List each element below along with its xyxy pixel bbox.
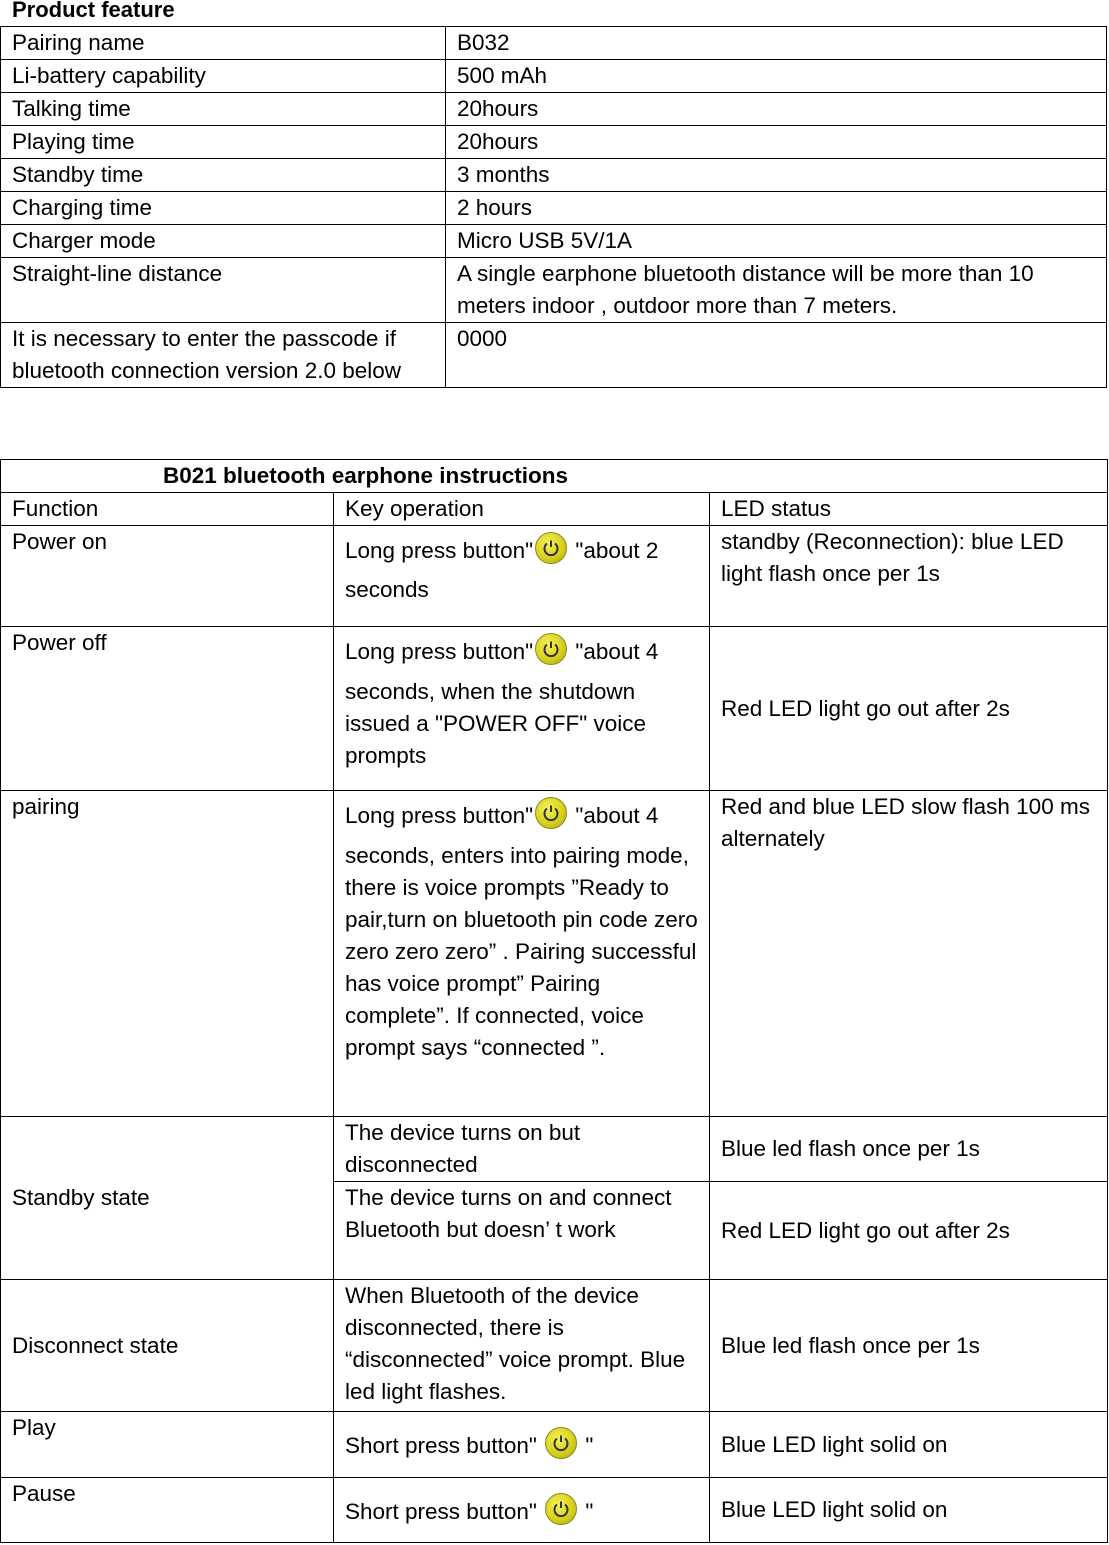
power-button-icon	[535, 633, 567, 665]
table-row	[1, 60, 1107, 93]
power-button-icon	[535, 532, 567, 564]
key-text: Short press button"	[345, 1498, 544, 1524]
key-operation-cell	[334, 1412, 710, 1478]
key-text: seconds, when the shutdown issued a "POWER OFF" voice prompts	[345, 679, 647, 768]
table-row	[1, 627, 1108, 791]
product-feature-table	[0, 26, 1107, 388]
key-text: Long press button"	[345, 803, 534, 828]
led-status-cell: Blue led flash once per 1s	[710, 1280, 1108, 1412]
feature-label: Charger mode	[1, 225, 446, 258]
feature-label: It is necessary to enter the passcode if bluetooth connection version 2.0 below	[1, 323, 446, 388]
instructions-title: B021 bluetooth earphone instructions	[1, 460, 1108, 493]
led-status-cell: Blue LED light solid on	[710, 1478, 1108, 1543]
led-status-cell: Blue LED light solid on	[710, 1412, 1108, 1478]
function-cell: Power on	[1, 526, 334, 627]
led-status-cell: Red LED light go out after 2s	[710, 1182, 1108, 1280]
key-operation-cell: The device turns on but disconnected	[334, 1117, 710, 1182]
key-text: "	[579, 1498, 594, 1524]
table-row	[1, 1280, 1108, 1412]
key-text: seconds, enters into pairing mode, there is voice prompts ”Ready to pair,turn on bluetooth pin code zero zero zero zero” . Pairing successful has voice prompt” Pairing complete”. If connected, voice prompt says “connected ”.	[345, 843, 698, 1060]
product-feature-title: Product feature	[12, 0, 175, 22]
led-status-cell: Blue led flash once per 1s	[710, 1117, 1108, 1182]
table-row	[1, 225, 1107, 258]
led-status-cell: Red and blue LED slow flash 100 ms alternately	[710, 791, 1108, 1117]
key-operation-cell	[334, 1478, 710, 1543]
function-cell: Standby state	[1, 1117, 334, 1280]
led-status-cell: Red LED light go out after 2s	[710, 627, 1108, 791]
table-row	[1, 258, 1107, 323]
key-operation-cell: When Bluetooth of the device disconnected, there is “disconnected” voice prompt. Blue led light flashes.	[334, 1280, 710, 1412]
key-text: Long press button"	[345, 639, 534, 664]
table-row	[1, 93, 1107, 126]
table-row	[1, 1412, 1108, 1478]
instructions-table	[0, 459, 1108, 1543]
column-header-key-operation: Key operation	[334, 493, 710, 526]
table-row	[1, 1117, 1108, 1182]
function-cell: pairing	[1, 791, 334, 1117]
table-row	[1, 192, 1107, 225]
function-cell: Power off	[1, 627, 334, 791]
table-row	[1, 27, 1107, 60]
feature-label: Standby time	[1, 159, 446, 192]
feature-label: Straight-line distance	[1, 258, 446, 323]
feature-label: Talking time	[1, 93, 446, 126]
key-operation-cell	[334, 791, 710, 1117]
key-operation-cell	[334, 627, 710, 791]
feature-label: Li-battery capability	[1, 60, 446, 93]
feature-label: Playing time	[1, 126, 446, 159]
table-row	[1, 159, 1107, 192]
table-header-row	[1, 493, 1108, 526]
table-row	[1, 126, 1107, 159]
key-text: seconds	[345, 577, 429, 602]
table-row	[1, 323, 1107, 388]
table-title-row	[1, 460, 1108, 493]
function-cell: Pause	[1, 1478, 334, 1543]
table-row	[1, 791, 1108, 1117]
power-button-icon	[535, 797, 567, 829]
key-text: "about 4	[569, 639, 659, 664]
feature-value: 20hours	[446, 126, 1107, 159]
feature-value: A single earphone bluetooth distance will be more than 10 meters indoor , outdoor more than 7 meters.	[446, 258, 1107, 323]
feature-label: Pairing name	[1, 27, 446, 60]
key-text: "	[579, 1433, 594, 1458]
feature-value: 2 hours	[446, 192, 1107, 225]
column-header-led-status: LED status	[710, 493, 1108, 526]
feature-label: Charging time	[1, 192, 446, 225]
feature-value: B032	[446, 27, 1107, 60]
column-header-function: Function	[1, 493, 334, 526]
power-button-icon	[545, 1427, 577, 1459]
function-cell: Play	[1, 1412, 334, 1478]
key-operation-cell	[334, 526, 710, 627]
feature-value: 3 months	[446, 159, 1107, 192]
power-button-icon	[545, 1493, 577, 1525]
led-status-cell: standby (Reconnection): blue LED light flash once per 1s	[710, 526, 1108, 627]
key-text: "about 2	[569, 538, 659, 563]
key-operation-cell: The device turns on and connect Bluetooth but doesn’ t work	[334, 1182, 710, 1280]
feature-value: 0000	[446, 323, 1107, 388]
function-cell: Disconnect state	[1, 1280, 334, 1412]
feature-value: 500 mAh	[446, 60, 1107, 93]
key-text: "about 4	[569, 803, 659, 828]
feature-value: 20hours	[446, 93, 1107, 126]
feature-value: Micro USB 5V/1A	[446, 225, 1107, 258]
key-text: Long press button"	[345, 538, 534, 563]
table-row	[1, 526, 1108, 627]
table-row	[1, 1478, 1108, 1543]
key-text: Short press button"	[345, 1433, 544, 1458]
